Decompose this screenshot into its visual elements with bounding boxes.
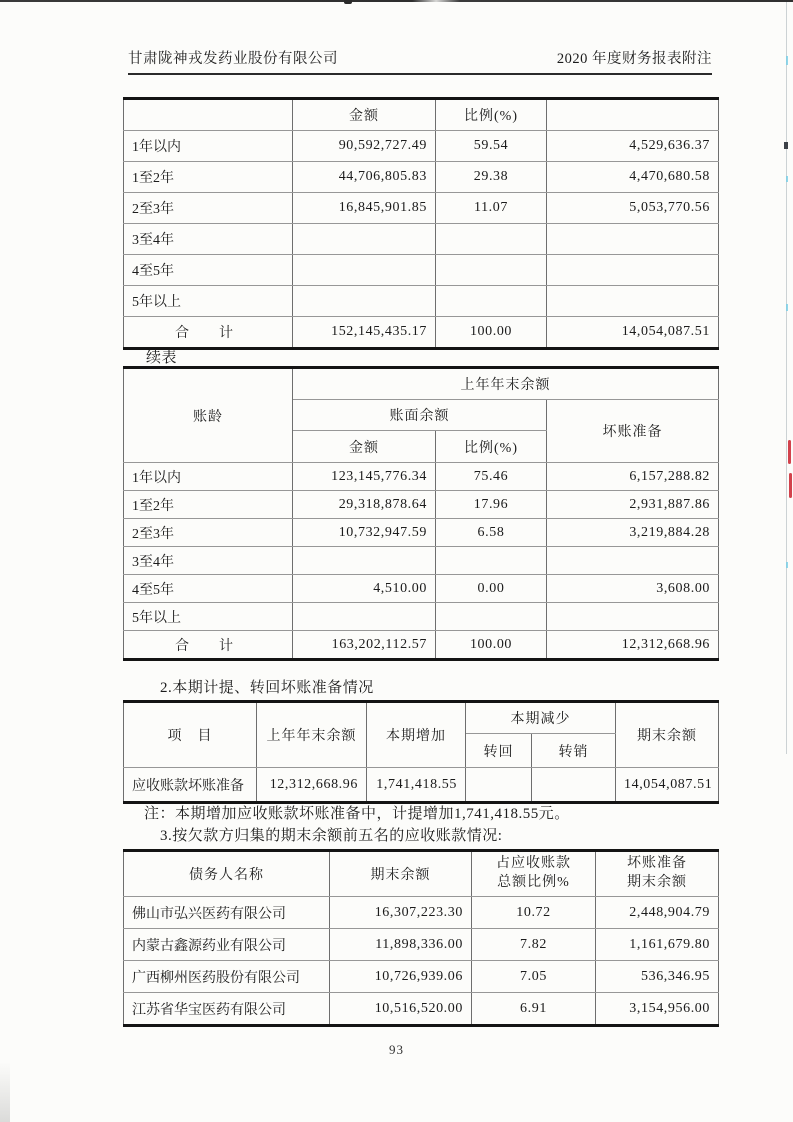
ratio-cell: 7.05 [472, 961, 596, 993]
red-edge-mark [789, 473, 792, 498]
scan-blob-artifact [344, 0, 352, 4]
section-2-title: 2.本期计提、转回坏账准备情况 [160, 680, 374, 696]
amount-cell [293, 547, 436, 575]
ratio-cell [436, 603, 547, 631]
ratio-cell: 29.38 [436, 162, 547, 193]
ratio-cell [436, 286, 547, 317]
scan-cyan-speck [786, 176, 788, 182]
ratio-cell [436, 255, 547, 286]
provision-header-cell [596, 851, 719, 897]
provision-cell: 2,448,904.79 [596, 897, 719, 929]
aging-label-cell: 3至4年 [124, 547, 293, 575]
table-row [124, 897, 719, 929]
table-header-row [124, 702, 719, 734]
item-cell: 应收账款坏账准备 [124, 768, 257, 803]
amount-cell: 10,732,947.59 [293, 519, 436, 547]
provision-cell [547, 286, 719, 317]
debtor-header-cell: 债务人名称 [124, 851, 330, 897]
provision-cell [547, 603, 719, 631]
provision-cell: 1,161,679.80 [596, 929, 719, 961]
table-row [124, 491, 719, 519]
table-row [124, 131, 719, 162]
page-header [128, 47, 712, 75]
scan-top-edge-artifact [0, 0, 793, 2]
provision-cell: 6,157,288.82 [547, 463, 719, 491]
scan-cyan-speck [786, 304, 788, 311]
item-header-cell: 项 目 [124, 702, 257, 768]
scan-cyan-speck [786, 562, 788, 568]
table-row [124, 162, 719, 193]
debtor-name-cell: 江苏省华宝医药有限公司 [124, 993, 330, 1026]
table-row [124, 929, 719, 961]
age-header-cell: 账龄 [124, 368, 293, 463]
aging-label-cell: 1年以内 [124, 131, 293, 162]
table-row [124, 961, 719, 993]
ratio-cell [436, 547, 547, 575]
aging-label-cell: 1年以内 [124, 463, 293, 491]
table-total-row [124, 631, 719, 660]
provision-cell: 2,931,887.86 [547, 491, 719, 519]
ending-balance-header-cell: 期末余额 [330, 851, 472, 897]
provision-cell: 12,312,668.96 [547, 631, 719, 660]
aging-label-cell: 2至3年 [124, 519, 293, 547]
provision-cell: 4,529,636.37 [547, 131, 719, 162]
scan-corner-shade [0, 1062, 10, 1122]
ratio-cell: 59.54 [436, 131, 547, 162]
ratio-cell: 6.58 [436, 519, 547, 547]
ending-balance-cell: 14,054,087.51 [616, 768, 719, 803]
blank-header-cell [124, 99, 293, 131]
provision-cell: 4,470,680.58 [547, 162, 719, 193]
aging-label-cell: 1至2年 [124, 491, 293, 519]
aging-label-cell: 3至4年 [124, 224, 293, 255]
provision-cell: 3,154,956.00 [596, 993, 719, 1026]
debtor-name-cell: 佛山市弘兴医药有限公司 [124, 897, 330, 929]
ratio-header-line2: 总额比例% [497, 875, 570, 890]
aging-label-cell: 4至5年 [124, 255, 293, 286]
ratio-cell: 75.46 [436, 463, 547, 491]
provision-cell: 3,608.00 [547, 575, 719, 603]
amount-cell: 44,706,805.83 [293, 162, 436, 193]
provision-header-line2: 期末余额 [627, 875, 687, 890]
provision-cell [547, 547, 719, 575]
ratio-header-cell: 比例(%) [436, 99, 547, 131]
continued-table-label: 续表 [146, 350, 178, 366]
ending-balance-cell: 11,898,336.00 [330, 929, 472, 961]
amount-cell: 90,592,727.49 [293, 131, 436, 162]
reversal-header-cell: 转回 [466, 734, 532, 768]
provision-cell [547, 224, 719, 255]
increase-header-cell: 本期增加 [367, 702, 466, 768]
amount-header-cell: 金额 [293, 431, 436, 463]
provision-cell: 536,346.95 [596, 961, 719, 993]
aging-table-current-year [123, 97, 719, 350]
writeoff-header-cell: 转销 [532, 734, 616, 768]
table-header-row [124, 851, 719, 897]
ratio-cell: 10.72 [472, 897, 596, 929]
table-row [124, 575, 719, 603]
ratio-cell: 17.96 [436, 491, 547, 519]
amount-cell: 163,202,112.57 [293, 631, 436, 660]
writeoff-cell [532, 768, 616, 803]
table-row [124, 768, 719, 803]
amount-cell [293, 286, 436, 317]
ratio-header-line1: 占应收账款 [496, 856, 571, 872]
amount-cell [293, 255, 436, 286]
prior-year-end-cell: 12,312,668.96 [257, 768, 367, 803]
ratio-cell: 0.00 [436, 575, 547, 603]
amount-cell: 123,145,776.34 [293, 463, 436, 491]
section-3-title: 3.按欠款方归集的期末余额前五名的应收账款情况: [160, 828, 503, 844]
ratio-header-cell: 比例(%) [436, 431, 547, 463]
ratio-cell [436, 224, 547, 255]
debtor-name-cell: 广西柳州医药股份有限公司 [124, 961, 330, 993]
bad-debt-header-cell: 坏账准备 [547, 400, 719, 463]
footnote-text: 注：本期增加应收账款坏账准备中，计提增加1,741,418.55元。 [144, 806, 570, 822]
amount-cell: 4,510.00 [293, 575, 436, 603]
provision-cell [547, 255, 719, 286]
total-label-cell: 合 计 [124, 631, 293, 660]
ending-balance-cell: 10,726,939.06 [330, 961, 472, 993]
ending-balance-header-cell: 期末余额 [616, 702, 719, 768]
ending-balance-cell: 10,516,520.00 [330, 993, 472, 1026]
provision-cell: 14,054,087.51 [547, 317, 719, 349]
table-header-row [124, 99, 719, 131]
page-number: 93 [389, 1042, 404, 1057]
ending-balance-cell: 16,307,223.30 [330, 897, 472, 929]
table-row [124, 286, 719, 317]
provision-cell: 5,053,770.56 [547, 193, 719, 224]
table-row [124, 255, 719, 286]
scan-dark-speck [784, 142, 788, 149]
table-total-row [124, 317, 719, 349]
table-row [124, 547, 719, 575]
amount-cell: 152,145,435.17 [293, 317, 436, 349]
ratio-cell: 11.07 [436, 193, 547, 224]
top-five-debtors-table [123, 849, 719, 1027]
company-name: 甘肃陇神戎发药业股份有限公司 [128, 51, 338, 67]
aging-label-cell: 4至5年 [124, 575, 293, 603]
ratio-cell: 100.00 [436, 631, 547, 660]
reversal-cell [466, 768, 532, 803]
increase-cell: 1,741,418.55 [367, 768, 466, 803]
table-row [124, 603, 719, 631]
provision-header-line1: 坏账准备 [627, 856, 687, 872]
amount-cell [293, 603, 436, 631]
red-edge-mark [788, 440, 791, 464]
book-balance-header-cell: 账面余额 [293, 400, 547, 431]
aging-table-prior-year [123, 366, 719, 661]
ratio-cell: 6.91 [472, 993, 596, 1026]
table-row [124, 519, 719, 547]
table-row [124, 993, 719, 1026]
amount-cell: 29,318,878.64 [293, 491, 436, 519]
amount-cell [293, 224, 436, 255]
table-row [124, 193, 719, 224]
decrease-header-cell: 本期减少 [466, 702, 616, 734]
table-header-row [124, 368, 719, 400]
aging-label-cell: 5年以上 [124, 603, 293, 631]
report-title: 2020 年度财务报表附注 [556, 51, 712, 67]
blank-header-cell [547, 99, 719, 131]
table-row [124, 224, 719, 255]
amount-header-cell: 金额 [293, 99, 436, 131]
total-label-cell: 合 计 [124, 317, 293, 349]
provision-cell: 3,219,884.28 [547, 519, 719, 547]
aging-label-cell: 2至3年 [124, 193, 293, 224]
amount-cell: 16,845,901.85 [293, 193, 436, 224]
debtor-name-cell: 内蒙古鑫源药业有限公司 [124, 929, 330, 961]
aging-label-cell: 1至2年 [124, 162, 293, 193]
ratio-header-cell [472, 851, 596, 897]
ratio-cell: 100.00 [436, 317, 547, 349]
aging-label-cell: 5年以上 [124, 286, 293, 317]
scan-cyan-speck [786, 56, 788, 65]
table-row [124, 463, 719, 491]
ratio-cell: 7.82 [472, 929, 596, 961]
prior-year-end-header-cell: 上年年末余额 [293, 368, 719, 400]
prior-year-end-header-cell: 上年年末余额 [257, 702, 367, 768]
scan-right-edge-line [786, 2, 787, 754]
bad-debt-movement-table [123, 700, 719, 804]
